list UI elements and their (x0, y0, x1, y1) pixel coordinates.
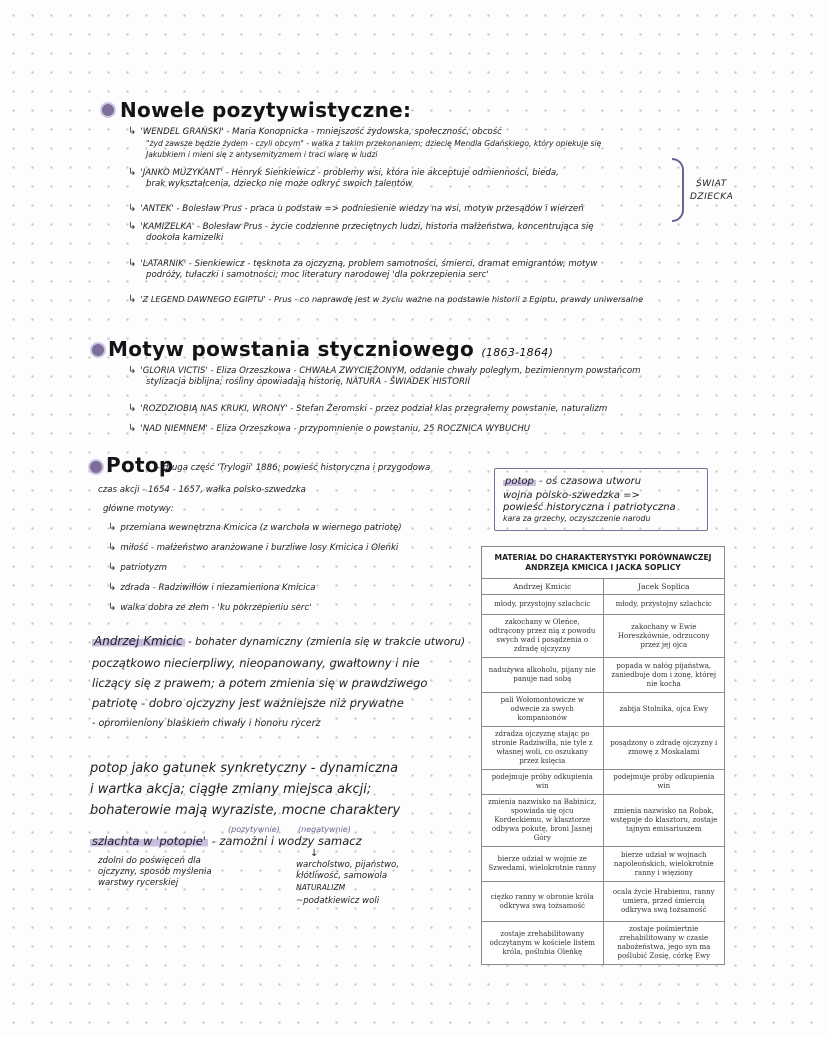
motyw-list (128, 365, 641, 435)
szlachta-right-line: NATURALIZM (296, 883, 346, 892)
nowele-title: Nowele pozytywistyczne: (120, 98, 412, 122)
list-item (108, 582, 402, 594)
table-cell: zakochany w Oleńce, odtrącony przez nią z powodu swych wad i posądzenia o zdradę ojczyzny (482, 615, 604, 658)
table-row (482, 847, 725, 882)
box-title: potop (505, 476, 534, 487)
kmicic-line: początkowo niecierpliwy, nieopanowany, gwałtowny i nie (92, 656, 420, 670)
list-item (108, 542, 402, 554)
line: "żyd zawsze będzie żydem - czyli obcym" - walka z takim przekonaniem; dziecię Mendla Gdańskiego, który opiekuje się (146, 139, 602, 148)
arrow-icon: ↳ (128, 423, 137, 434)
section-bullet (90, 461, 102, 473)
section-bullet (92, 344, 104, 356)
table-row (482, 615, 725, 658)
tag-negative: (negatywnie) (298, 825, 351, 834)
szlachta-right-line: warcholstwo, pijaństwo, (296, 860, 400, 870)
table-row (482, 595, 725, 615)
table-cell: ciężko ranny w obronie króla odkrywa swą tożsamość (482, 882, 604, 922)
table-cell: posądzony o zdradę ojczyzny i zmowę z Moskalami (603, 727, 725, 770)
arrow-icon: ↳ (128, 167, 137, 178)
table-cell: zabija Stolnika, ojca Ewy (603, 693, 725, 727)
table-row (482, 882, 725, 922)
box-text: - oś czasowa utworu (539, 476, 642, 487)
box-line: kara za grzechy, oczyszczenie narodu (503, 514, 651, 523)
kmicic-line: patriotę - dobro ojczyzny jest ważniejsze niż prywatne (92, 696, 404, 710)
table-cell: młody, przystojny szlachcic (603, 595, 725, 615)
line: 'LATARNIK' - Sienkiewicz - tęsknota za ojczyzną, problem samotności, śmierci, dramat emigrantów, motyw (140, 259, 598, 269)
list-item (128, 126, 643, 160)
brace-label-line: DZIECKA (690, 192, 734, 202)
list-item (128, 258, 643, 281)
list-item (128, 294, 643, 306)
arrow-icon: ↳ (108, 522, 117, 533)
arrow-icon: ↳ (128, 126, 137, 137)
table-cell: młody, przystojny szlachcic (482, 595, 604, 615)
arrow-icon: ↳ (128, 203, 137, 214)
brace-label (690, 178, 733, 204)
szlachta-pos: - zamożni (211, 834, 268, 848)
list-item (128, 221, 643, 244)
table-row (482, 922, 725, 965)
list-item (128, 167, 643, 190)
table-row (482, 658, 725, 693)
gatunek-line: i wartka akcja; ciągłe zmiany miejsca akcji; (90, 782, 372, 797)
line: 'NAD NIEMNEM' - Eliza Orzeszkowa - przypomnienie o powstaniu, 25 ROCZNICA WYBUCHU (140, 424, 531, 434)
table-row (482, 693, 725, 727)
table-header: Jacek Soplica (603, 579, 725, 595)
table-cell: zdradza ojczyznę stając po stronie Radziwiłła, nie tyle z własnej woli, co oszukany przez księcia (482, 727, 604, 770)
line: stylizacja biblijna; rośliny opowiadają historię, NATURA - ŚWIADEK HISTORII (146, 377, 470, 387)
arrow-icon: ↳ (108, 582, 117, 593)
table-cell: bierze udział w wojnach napoleońskich, wielokrotnie ranny i więziony (603, 847, 725, 882)
box-line: wojna polsko-szwedzka => (503, 490, 640, 501)
table-cell: ocala życie Hrabiemu, ranny umiera, przed śmiercią odkrywa swą tożsamość (603, 882, 725, 922)
arrow-icon: ↳ (128, 403, 137, 414)
table-row (482, 727, 725, 770)
line: 'GLORIA VICTIS' - Eliza Orzeszkowa - CHWAŁA ZWYCIĘŻONYM, oddanie chwały poległym, bezimiennym powstańcom (140, 366, 641, 376)
table-title-line: ANDRZEJA KMICICA I JACKA SOPLICY (525, 563, 681, 572)
table-cell: podejmuje próby odkupienia win (603, 770, 725, 795)
gatunek-block (90, 760, 400, 819)
line: 'Z LEGEND DAWNEGO EGIPTU' - Prus - co naprawdę jest w życiu ważne na podstawie historii z Egiptu, prawdy uniwersalne (140, 294, 644, 304)
table-cell: zostaje zrehabilitowany odczytanym w kościele listem króla, poślubia Oleńkę (482, 922, 604, 965)
kmicic-line: - opromieniony blaskiem chwały i honoru rycerz (92, 718, 321, 729)
kmicic-name: Andrzej Kmicic (94, 634, 183, 648)
box-line (503, 475, 699, 489)
nowele-list (128, 126, 643, 306)
table-cell: popada w nałóg pijaństwa, zaniedbuje dom i żonę, której nie kocha (603, 658, 725, 693)
line: 'ROZDZIOBIĄ NAS KRUKI, WRONY' - Stefan Żeromski - przez podział klas przegrałemy powstanie, naturalizm (140, 404, 608, 414)
szlachta-line (90, 834, 362, 849)
motyw-title-text: Motyw powstania styczniowego (108, 337, 475, 361)
table-header-row (482, 579, 725, 595)
table-cell: zostaje pośmiertnie zrehabilitowany w czasie nabożeństwa, jego syn ma poślubić Zosię, córkę Ewy (603, 922, 725, 965)
table-cell: bierze udział w wojnie ze Szwedami, wielokrotnie ranny (482, 847, 604, 882)
list-item (128, 423, 641, 435)
list-item (128, 365, 641, 388)
tag-positive: (pozytywnie) (228, 825, 280, 834)
table-title (481, 546, 725, 578)
szlachta-left-line: warstwy rycerskiej (98, 878, 179, 888)
arrow-icon: ↳ (128, 221, 137, 232)
arrow-icon: ↳ (128, 294, 137, 305)
table-header: Andrzej Kmicic (482, 579, 604, 595)
down-arrow-icon: ↓ (310, 848, 319, 859)
brace-label-line: ŚWIAT (696, 179, 727, 189)
box-line: powieść historyczna i patriotyczna (503, 502, 676, 513)
line: 'WENDEL GRAŃSKI' - Maria Konopnicka - mniejszość żydowska, społeczność, obcość (140, 127, 502, 137)
list-item (108, 602, 402, 614)
motif-text: miłość - małżeństwo aranżowane i burzliwe losy Kmicica i Oleńki (120, 543, 399, 553)
potop-intro-1: - druga część 'Trylogii' 1886; powieść historyczna i przygodowa (157, 463, 431, 473)
szlachta-left-line: ojczyzny, sposób myślenia (98, 867, 212, 877)
table-cell: zmienia nazwisko na Babinicz, spowiada się ojcu Kordeckiemu, w klasztorze odbywa pokutę, broni Jasnej Góry (482, 795, 604, 847)
list-item (128, 203, 643, 215)
motifs-list (108, 522, 402, 614)
line: 'ANTEK' - Bolesław Prus - praca u podstaw => podniesienie wiedzy na wsi, motyw przesądów i wierzeń (140, 204, 584, 214)
kmicic-block (92, 634, 465, 731)
szlachta-right (296, 860, 399, 907)
line: dookoła kamizelki (146, 233, 224, 243)
line: 'KAMIZELKA' - Bolesław Prus - życie codzienne przeciętnych ludzi, historia małżeństwa, koncentrująca się (140, 222, 594, 232)
table-title-line: MATERIAŁ DO CHARAKTERYSTYKI PORÓWNAWCZEJ (494, 553, 712, 562)
line: podróży, tułaczki i samotności; moc literatury narodowej 'dla pokrzepienia serc' (146, 270, 489, 280)
arrow-icon: ↳ (108, 542, 117, 553)
szlachta-title: szlachta w 'potopie' (92, 834, 206, 848)
motif-text: patriotyzm (120, 563, 167, 573)
arrow-icon: ↳ (108, 562, 117, 573)
potop-intro-2: czas akcji - 1654 - 1657, wałka polsko-szwedzka (98, 485, 306, 495)
motif-text: walka dobra ze złem - 'ku pokrzepieniu serc' (120, 603, 312, 613)
table-cell: zmienia nazwisko na Robak, wstępuje do klasztoru, zostaje tajnym emisariuszem (603, 795, 725, 847)
table-row (482, 770, 725, 795)
gatunek-line: potop jako gatunek synkretyczny - dynamiczna (90, 761, 399, 776)
motifs-label: główne motywy: (103, 504, 174, 514)
motif-text: zdrada - Radziwiłłów i niezamieniona Kmicica (120, 583, 316, 593)
list-item (108, 522, 402, 534)
line: 'JANKO MUZYKANT' - Henryk Sienkiewicz - problemy wsi, która nie akceptuje odmienności, bieda, (140, 168, 559, 178)
comparison-table-block (481, 546, 725, 965)
gatunek-line: bohaterowie mają wyraziste, mocne charaktery (90, 803, 401, 818)
list-item (128, 403, 641, 415)
arrow-icon: ↳ (108, 602, 117, 613)
kmicic-line (92, 634, 465, 650)
arrow-icon: ↳ (128, 258, 137, 269)
line: brak wykształcenia, dziecko nie może odkryć swoich talentów (146, 179, 413, 189)
table-cell: podejmuje próby odkupienia win (482, 770, 604, 795)
kmicic-desc: - bohater dynamiczny (zmienia się w trakcie utworu) (187, 636, 466, 648)
szlachta-neg: wodzy samacz (277, 834, 362, 848)
motyw-title (108, 337, 553, 361)
line: Jakubkiem i mieni się z antysemityzmem i traci wiarę w ludzi (146, 150, 378, 159)
szlachta-left (98, 856, 212, 889)
szlachta-right-line: kłótliwość, samowola (296, 871, 388, 881)
brace-mark (672, 158, 684, 222)
comparison-table (481, 578, 725, 965)
table-cell: nadużywa alkoholu, pijany nie panuje nad sobą (482, 658, 604, 693)
kmicic-line: liczący się z prawem; a potem zmienia się w prawdziwego (92, 676, 428, 690)
motyw-years: (1863-1864) (481, 346, 554, 359)
szlachta-right-line: ~podatkiewicz woli (296, 896, 380, 906)
szlachta-left-line: zdolni do poświęceń dla (98, 856, 201, 866)
table-cell: pali Wołomontowicze w odwecie za swych kompanionów (482, 693, 604, 727)
szlachta-and: i (270, 834, 275, 848)
table-cell: zakochany w Ewie Horeszkównie, odrzucony przez jej ojca (603, 615, 725, 658)
list-item (108, 562, 402, 574)
motif-text: przemiana wewnętrzna Kmicica (z warchoła w wiernego patriotę) (120, 523, 402, 533)
potop-title: Potop (106, 453, 174, 477)
potop-note-box (494, 468, 708, 531)
table-row (482, 795, 725, 847)
section-bullet (102, 104, 114, 116)
arrow-icon: ↳ (128, 365, 137, 376)
